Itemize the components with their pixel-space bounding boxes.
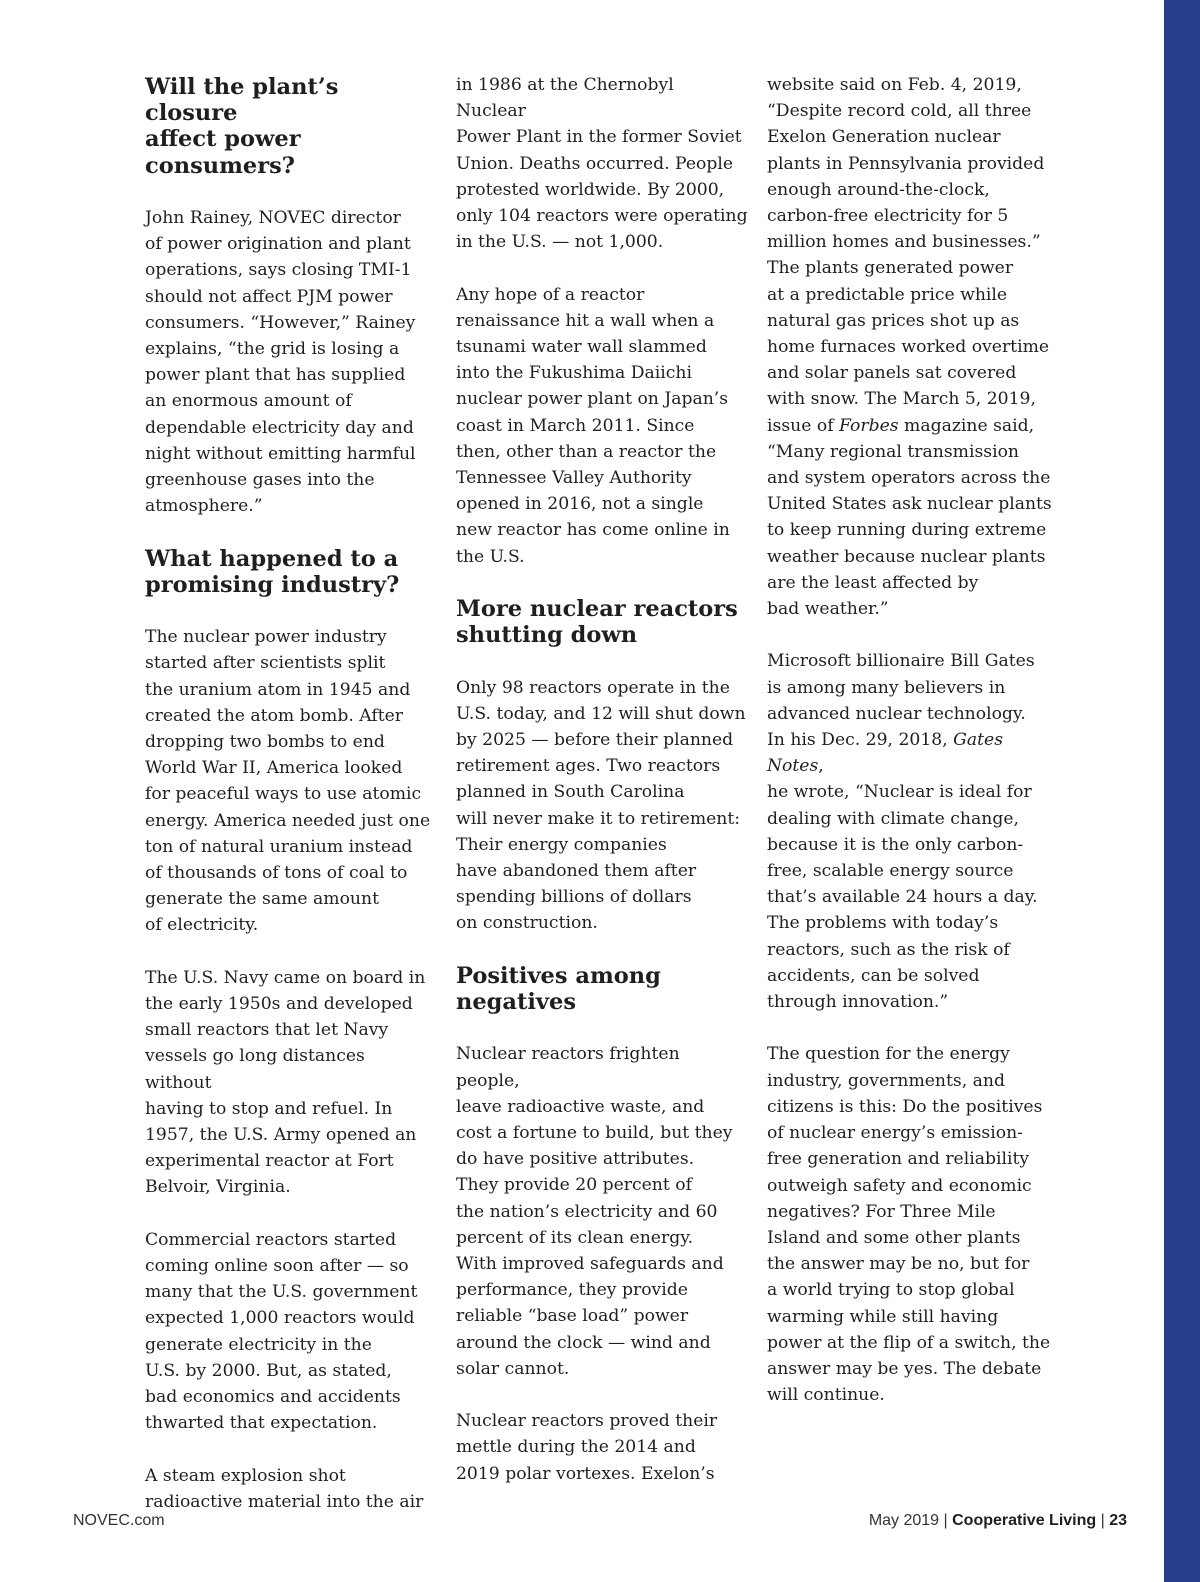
paragraph: Only 98 reactors operate in the U.S. today, and 12 will shut down by 2025 — before their planned retirement ages. Two reactors planned in South Carolina will never make it to retirement: Their energy companies have abandoned them after spending billions of dollars on construction. xyxy=(456,677,746,934)
article-column-2 xyxy=(456,72,748,1513)
paragraph: A steam explosion shot radioactive material into the air xyxy=(145,1465,424,1512)
section-heading-shutting-down: More nuclear reactors shutting down xyxy=(456,596,738,649)
paragraph: in 1986 at the Chernobyl Nuclear Power Plant in the former Soviet Union. Deaths occurred. People protested worldwide. By 2000, only 104 reactors were operating in the U.S. — not 1,000. xyxy=(456,75,748,253)
paragraph-text: website said on Feb. 4, 2019, “Despite record cold, all three Exelon Generation nuclear plants in Pennsylvania provided enough around-the-clock, carbon-free electricity for 5 million homes and businesses.” The plants generated power at a predictable price while natural gas prices shot up as home furnaces worked overtime and solar panels sat covered with snow. The March 5, 2019, issue of xyxy=(767,75,1050,436)
paragraph: Commercial reactors started coming online soon after — so many that the U.S. government expected 1,000 reactors would generate electricity in the U.S. by 2000. But, as stated, bad economics and accidents thwarted that expectation. xyxy=(145,1229,418,1434)
paragraph: The U.S. Navy came on board in the early 1950s and developed small reactors that let Navy vessels go long distances without having to stop and refuel. In 1957, the U.S. Army opened an experimental reactor at Fort Belvoir, Virginia. xyxy=(145,967,426,1198)
paragraph-text: Microsoft billionaire Bill Gates is among many believers in advanced nuclear technology. In his Dec. 29, 2018, xyxy=(767,651,1035,751)
paragraph: Any hope of a reactor renaissance hit a wall when a tsunami water wall slammed into the Fukushima Daiichi nuclear power plant on Japan’s coast in March 2011. Since then, other than a reactor the Tennessee Valley Authority opened in 2016, not a single new reactor has come online in the U.S. xyxy=(456,284,730,567)
footer-site: NOVEC.com xyxy=(73,1512,165,1529)
paragraph: The nuclear power industry started after scientists split the uranium atom in 1945 and created the atom bomb. After dropping two bombs to end World War II, America looked for peaceful ways to use atomic energy. America needed just one ton of natural uranium instead of thousands of tons of coal to generate the same amount of electricity. xyxy=(145,627,431,936)
section-heading-closure: Will the plant’s closure affect power consumers? xyxy=(145,74,339,179)
paragraph-text: , he wrote, “Nuclear is ideal for dealing with climate change, because it is the only carbon- free, scalable energy source that’s available 24 hours a day. The problems with today’s reactors, such as the risk of accidents, can be solved through innovation.” xyxy=(767,756,1038,1013)
footer-separator: | xyxy=(939,1512,953,1529)
footer-separator: | xyxy=(1096,1512,1110,1529)
paragraph xyxy=(767,648,1059,1015)
publication-title: Gates Notes xyxy=(767,730,1004,777)
footer-magazine: Cooperative Living xyxy=(952,1512,1097,1529)
page-edge-color-bar xyxy=(1164,0,1200,1582)
footer-date: May 2019 xyxy=(868,1512,940,1529)
publication-title: Forbes xyxy=(839,415,899,436)
paragraph xyxy=(767,72,1059,622)
section-heading-positives: Positives among negatives xyxy=(456,962,661,1016)
paragraph-text: magazine said, “Many regional transmission and system operators across the United States ask nuclear plants to keep running during extreme weather because nuclear plants are the least affected by bad weather.” xyxy=(767,415,1052,620)
article-column-3 xyxy=(767,72,1059,1435)
paragraph: The question for the energy industry, governments, and citizens is this: Do the positives of nuclear energy’s emission- free generation and reliability outweigh safety and economic negatives? For Three Mile Island and some other plants the answer may be no, but for a world trying to stop global warming while still having power at the flip of a switch, the answer may be yes. The debate will continue. xyxy=(767,1044,1051,1406)
section-heading-industry: What happened to a promising industry? xyxy=(145,545,400,598)
article-column-1 xyxy=(145,72,435,1541)
footer-page-number: 23 xyxy=(1109,1512,1127,1529)
paragraph: John Rainey, NOVEC director of power origination and plant operations, says closing TMI-1 should not affect PJM power consumers. “However,” Rainey explains, “the grid is losing a power plant that has supplied an enormous amount of dependable electricity day and night without emitting harmful greenhouse gases into the atmosphere.” xyxy=(145,208,416,517)
paragraph: Nuclear reactors frighten people, leave radioactive waste, and cost a fortune to build, but they do have positive attributes. They provide 20 percent of the nation’s electricity and 60 percent of its clean energy. With improved safeguards and performance, they provide reliable “base load” power around the clock — wind and solar cannot. xyxy=(456,1044,733,1379)
footer-issue-info xyxy=(869,1512,1127,1530)
paragraph: Nuclear reactors proved their mettle during the 2014 and 2019 polar vortexes. Exelon’s xyxy=(456,1411,718,1484)
